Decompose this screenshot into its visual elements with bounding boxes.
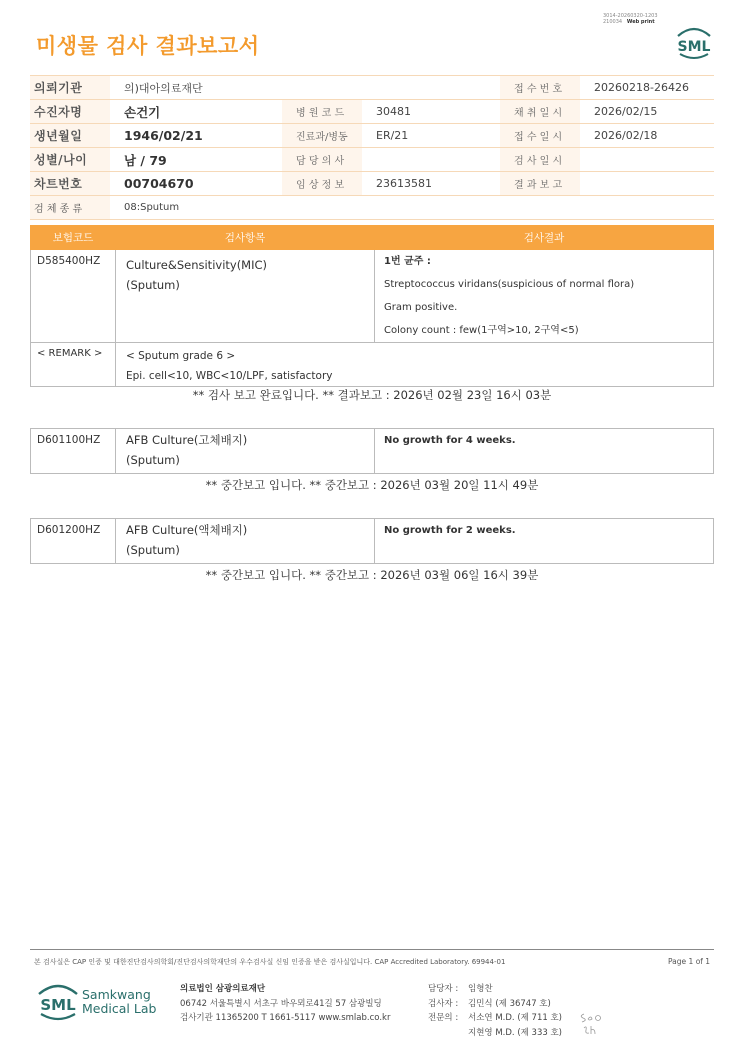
sml-logo-text: SML [677, 39, 711, 55]
samkwang-logo [36, 980, 80, 1032]
collect-date-value: 2026/02/15 [580, 100, 714, 124]
page-number: Page 1 of 1 [668, 957, 711, 966]
footer-divider [30, 949, 714, 950]
info-row [30, 124, 714, 148]
report-label: 결 과 보 고 [500, 172, 580, 196]
print-mode: Web print [626, 19, 655, 25]
result-table-culture [30, 225, 714, 387]
test-item-specimen: (Sputum) [126, 453, 180, 467]
test-result [375, 250, 714, 343]
staff-info [428, 982, 562, 1040]
org-contact: 검사기관 11365200 T 1661-5117 www.smlab.co.kr [180, 1013, 391, 1023]
receipt-no-label: 접 수 번 호 [500, 76, 580, 100]
test-item-specimen: (Sputum) [126, 543, 180, 557]
doctor-value [362, 148, 500, 172]
report-status: ** 중간보고 입니다. ** 중간보고 : 2026년 03월 20일 11시 49분 [205, 478, 539, 492]
staff-name: 임형찬 [468, 984, 493, 994]
specimen-value: 08:Sputum [110, 196, 714, 220]
result-line: No growth for 2 weeks. [384, 525, 516, 536]
test-item-specimen: (Sputum) [126, 278, 180, 292]
staff-role: 담당자 : [428, 984, 459, 994]
signature-image [578, 1008, 610, 1042]
print-code [603, 13, 658, 25]
remark-row [31, 343, 714, 387]
company-name [82, 988, 156, 1016]
test-item-name: AFB Culture(액체배지) [126, 523, 248, 537]
test-code: D585400HZ [31, 250, 116, 343]
report-status: ** 검사 보고 완료입니다. ** 결과보고 : 2026년 02월 23일 16시 03분 [192, 388, 552, 402]
col-header-item: 검사항목 [116, 226, 375, 250]
col-header-code: 보험코드 [31, 226, 116, 250]
remark-line: Epi. cell<10, WBC<10/LPF, satisfactory [126, 370, 333, 382]
table-row [31, 429, 714, 474]
info-row [30, 76, 714, 100]
staff-role: 전문의 : [428, 1013, 459, 1023]
dob-label: 생년월일 [30, 124, 110, 148]
chart-value: 00704670 [110, 172, 282, 196]
test-item [116, 250, 375, 343]
staff-role: 검사자 : [428, 998, 459, 1009]
receipt-no-value: 20260218-26426 [580, 76, 714, 100]
ward-code-label: 병 원 코 드 [282, 100, 362, 124]
test-item-name: AFB Culture(고체배지) [126, 433, 248, 447]
company-name-line1: Samkwang [82, 987, 151, 1002]
organization-info [180, 982, 390, 1026]
result-table-afb-liquid [30, 518, 714, 564]
report-status: ** 중간보고 입니다. ** 중간보고 : 2026년 03월 06일 16시 39분 [205, 568, 539, 582]
collect-date-label: 채 취 일 시 [500, 100, 580, 124]
test-item [116, 429, 375, 474]
result-line: Streptococcus viridans(suspicious of normal flora) [384, 279, 635, 290]
staff-name: 서소연 M.D. (제 711 호) [468, 1013, 563, 1023]
institution-value: 의)대아의료재단 [110, 76, 500, 100]
org-address: 06742 서울특별시 서초구 바우뫼로41길 57 삼광빌딩 [180, 998, 382, 1009]
receipt-date-value: 2026/02/18 [580, 124, 714, 148]
info-row [30, 196, 714, 220]
receipt-date-label: 접 수 일 시 [500, 124, 580, 148]
dept-value: ER/21 [362, 124, 500, 148]
print-code-line1: 3014-20260320-1203 [603, 13, 658, 19]
staff-role [428, 1026, 468, 1041]
dept-label: 진료과/병동 [282, 124, 362, 148]
remark-text [116, 343, 714, 387]
institution-label: 의뢰기관 [30, 76, 110, 100]
patient-info-table [30, 75, 714, 220]
print-code-line2: 210034 [603, 19, 623, 25]
clinical-label: 임 상 정 보 [282, 172, 362, 196]
org-name: 의료법인 삼광의료재단 [180, 984, 266, 994]
info-row [30, 172, 714, 196]
test-result [375, 429, 714, 474]
info-row [30, 100, 714, 124]
result-line: No growth for 4 weeks. [384, 435, 516, 446]
remark-line: < Sputum grade 6 > [126, 350, 236, 362]
report-title: 미생물 검사 결과보고서 [36, 34, 260, 58]
result-table-afb-solid [30, 428, 714, 474]
sex-age-label: 성별/나이 [30, 148, 110, 172]
test-date-value [580, 148, 714, 172]
dob-value: 1946/02/21 [110, 124, 282, 148]
samkwang-logo-text: SML [40, 996, 76, 1014]
chart-label: 차트번호 [30, 172, 110, 196]
result-line: 1번 균주 : [384, 256, 431, 267]
staff-name: 지현영 M.D. (제 333 호) [468, 1027, 563, 1038]
accreditation-note: 본 검사실은 CAP 인증 및 대한진단검사의학회/진단검사의학재단의 우수검사실 신임 인증을 받은 검사실입니다. CAP Accredited Laboratory. 69944-01 [34, 958, 506, 966]
table-row [31, 519, 714, 564]
doctor-label: 담 당 의 사 [282, 148, 362, 172]
report-value [580, 172, 714, 196]
info-row [30, 148, 714, 172]
col-header-result: 검사결과 [375, 226, 714, 250]
test-code: D601200HZ [31, 519, 116, 564]
specimen-label: 검 체 종 류 [30, 196, 110, 220]
staff-name: 김민식 (제 36747 호) [468, 998, 551, 1009]
name-label: 수진자명 [30, 100, 110, 124]
test-code: D601100HZ [31, 429, 116, 474]
test-result [375, 519, 714, 564]
company-name-line2: Medical Lab [82, 1001, 157, 1016]
remark-label: < REMARK > [31, 343, 116, 387]
test-item-name: Culture&Sensitivity(MIC) [126, 258, 268, 272]
ward-code-value: 30481 [362, 100, 500, 124]
sex-age-value: 남 / 79 [110, 148, 282, 172]
result-line: Gram positive. [384, 302, 458, 313]
sml-logo [674, 24, 714, 64]
clinical-value: 23613581 [362, 172, 500, 196]
name-value: 손건기 [110, 100, 282, 124]
table-row [31, 250, 714, 343]
result-line: Colony count : few(1구역>10, 2구역<5) [384, 325, 579, 336]
test-item [116, 519, 375, 564]
test-date-label: 검 사 일 시 [500, 148, 580, 172]
